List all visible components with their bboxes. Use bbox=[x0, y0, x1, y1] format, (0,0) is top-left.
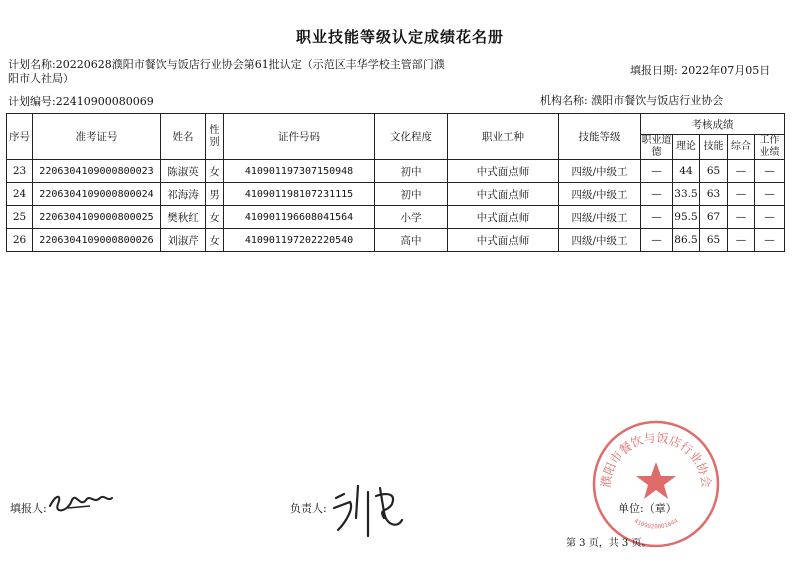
seal-code: 4109020001644 bbox=[632, 517, 680, 531]
cell-ticket-number: 2206304109000800024 bbox=[33, 183, 161, 206]
cell-occupation: 中式面点师 bbox=[448, 160, 559, 183]
table-row bbox=[7, 183, 785, 206]
cell-theory: 33.5 bbox=[673, 183, 700, 206]
cell-ethics: — bbox=[641, 183, 673, 206]
cell-skill-level: 四级/中级工 bbox=[559, 160, 641, 183]
unit-label: 单位:（章） bbox=[618, 502, 677, 515]
cell-gender: 男 bbox=[206, 183, 224, 206]
responsible-label: 负责人: bbox=[290, 502, 327, 515]
cell-occupation: 中式面点师 bbox=[448, 229, 559, 252]
filler-label: 填报人: bbox=[10, 502, 47, 515]
header-id-number: 证件号码 bbox=[224, 114, 375, 160]
star-icon bbox=[636, 462, 676, 499]
fill-date-label: 填报日期: bbox=[630, 64, 678, 77]
seal-text: 濮阳市餐饮与饭店行业协会 bbox=[598, 430, 714, 489]
cell-id-number: 410901196608041564 bbox=[224, 206, 375, 229]
cell-id-number: 410901197202220540 bbox=[224, 229, 375, 252]
filler-signature bbox=[46, 486, 116, 516]
cell-skill-level: 四级/中级工 bbox=[559, 229, 641, 252]
header-performance: 工作业绩 bbox=[755, 135, 785, 160]
header-ticket-number: 准考证号 bbox=[33, 114, 161, 160]
header-gender: 性别 bbox=[206, 114, 224, 160]
cell-occupation: 中式面点师 bbox=[448, 183, 559, 206]
cell-skill: 67 bbox=[700, 206, 728, 229]
plan-number-value: 22410900080069 bbox=[55, 95, 154, 108]
cell-comprehensive: — bbox=[728, 160, 755, 183]
table-row bbox=[7, 229, 785, 252]
official-seal bbox=[590, 418, 722, 550]
cell-seq: 25 bbox=[7, 206, 33, 229]
header-theory: 理论 bbox=[673, 135, 700, 160]
page-info: 第 3 页，共 3 页。 bbox=[566, 538, 652, 549]
cell-performance: — bbox=[755, 206, 785, 229]
header-comprehensive: 综合 bbox=[728, 135, 755, 160]
header-scores-group: 考核成绩 bbox=[641, 114, 785, 135]
cell-ticket-number: 2206304109000800025 bbox=[33, 206, 161, 229]
cell-ethics: — bbox=[641, 160, 673, 183]
cell-seq: 23 bbox=[7, 160, 33, 183]
cell-performance: — bbox=[755, 160, 785, 183]
cell-skill: 65 bbox=[700, 160, 728, 183]
organization-name bbox=[540, 94, 723, 108]
plan-number-label: 计划编号: bbox=[8, 95, 56, 108]
document-title: 职业技能等级认定成绩花名册 bbox=[295, 28, 504, 46]
cell-name: 刘淑芹 bbox=[161, 229, 206, 252]
cell-theory: 95.5 bbox=[673, 206, 700, 229]
cell-education: 初中 bbox=[375, 160, 448, 183]
cell-skill: 63 bbox=[700, 183, 728, 206]
organization-label: 机构名称: bbox=[540, 94, 588, 107]
plan-name-label: 计划名称: bbox=[8, 58, 56, 71]
cell-id-number: 410901198107231115 bbox=[224, 183, 375, 206]
fill-date-value: 2022年07月05日 bbox=[681, 64, 771, 77]
fill-date bbox=[630, 64, 770, 78]
cell-name: 陈淑英 bbox=[161, 160, 206, 183]
organization-value: 濮阳市餐饮与饭店行业协会 bbox=[591, 94, 724, 107]
plan-number bbox=[8, 95, 154, 109]
cell-ticket-number: 2206304109000800026 bbox=[33, 229, 161, 252]
plan-name bbox=[8, 58, 448, 86]
score-roster-table bbox=[6, 113, 785, 252]
cell-education: 初中 bbox=[375, 183, 448, 206]
cell-gender: 女 bbox=[206, 160, 224, 183]
cell-performance: — bbox=[755, 183, 785, 206]
header-ethics: 职业道德 bbox=[641, 135, 672, 158]
header-seq: 序号 bbox=[7, 114, 33, 160]
cell-seq: 26 bbox=[7, 229, 33, 252]
header-name: 姓名 bbox=[161, 114, 206, 160]
cell-comprehensive: — bbox=[728, 229, 755, 252]
table-row bbox=[7, 160, 785, 183]
cell-name: 樊秋红 bbox=[161, 206, 206, 229]
plan-name-value: 20220628濮阳市餐饮与饭店行业协会第61批认定（示范区丰华学校主管部门濮阳市人社局） bbox=[8, 58, 445, 85]
cell-skill-level: 四级/中级工 bbox=[559, 183, 641, 206]
responsible-signature bbox=[328, 478, 408, 540]
header-skill-level: 技能等级 bbox=[559, 114, 641, 160]
cell-ethics: — bbox=[641, 206, 673, 229]
cell-name: 祁海涛 bbox=[161, 183, 206, 206]
cell-seq: 24 bbox=[7, 183, 33, 206]
header-skill: 技能 bbox=[700, 135, 728, 160]
header-occupation: 职业工种 bbox=[448, 114, 559, 160]
cell-occupation: 中式面点师 bbox=[448, 206, 559, 229]
cell-skill: 65 bbox=[700, 229, 728, 252]
cell-ticket-number: 220630410900080002З bbox=[33, 160, 161, 183]
cell-comprehensive: — bbox=[728, 183, 755, 206]
cell-performance: — bbox=[755, 229, 785, 252]
cell-education: 小学 bbox=[375, 206, 448, 229]
cell-gender: 女 bbox=[206, 206, 224, 229]
cell-id-number: 410901197307150948 bbox=[224, 160, 375, 183]
table-row bbox=[7, 206, 785, 229]
cell-theory: 44 bbox=[673, 160, 700, 183]
cell-gender: 女 bbox=[206, 229, 224, 252]
cell-theory: 86.5 bbox=[673, 229, 700, 252]
cell-comprehensive: — bbox=[728, 206, 755, 229]
cell-ethics: — bbox=[641, 229, 673, 252]
cell-skill-level: 四级/中级工 bbox=[559, 206, 641, 229]
cell-education: 高中 bbox=[375, 229, 448, 252]
header-education: 文化程度 bbox=[375, 114, 448, 160]
